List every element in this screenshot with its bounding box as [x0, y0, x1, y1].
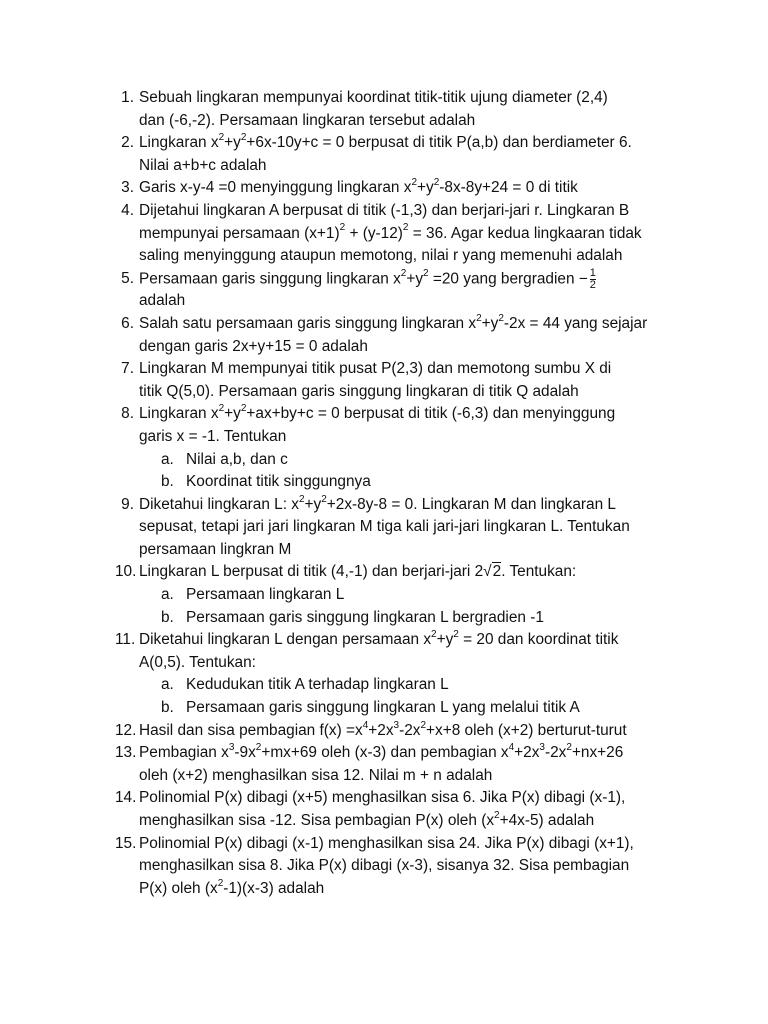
subitem-line [0, 584, 768, 607]
problem-item [0, 403, 768, 493]
problem-text [139, 561, 576, 584]
problem-number: 13. [115, 744, 137, 762]
sqrt-radicand: 2 [492, 563, 502, 581]
subitem-letter: b. [161, 608, 174, 626]
subitem-letter: b. [161, 473, 174, 491]
problem-number: 14. [115, 789, 137, 807]
text-run: +y [417, 179, 434, 197]
superscript: 3 [393, 719, 400, 731]
problem-line [0, 833, 768, 856]
text-run: Nilai a+b+c adalah [139, 156, 267, 174]
problem-text [139, 855, 629, 878]
text-run: +y [224, 134, 241, 152]
problem-item [0, 720, 768, 743]
subitem-letter: a. [161, 676, 174, 694]
problem-list [0, 87, 768, 900]
problem-line [0, 268, 768, 291]
text-run: +4x-5) adalah [499, 812, 595, 829]
subitem-line [0, 449, 768, 472]
problem-item [0, 200, 768, 268]
text-run: Pembagian x [139, 744, 229, 762]
text-run: mempunyai persamaan (x+1) [139, 224, 340, 242]
problem-text [139, 787, 625, 810]
problem-line [0, 313, 768, 336]
superscript: 2 [498, 312, 504, 324]
text-run: menghasilkan sisa 8. Jika P(x) dibagi (x-3), sisanya 32. Sisa pembagian [139, 857, 630, 875]
superscript: 2 [476, 312, 482, 324]
problem-item [0, 268, 768, 313]
problem-text [139, 742, 623, 765]
text-run: -2x = 44 yang sejajar [503, 314, 648, 332]
problem-text [139, 833, 634, 856]
problem-line [0, 87, 768, 110]
problem-line [0, 381, 768, 404]
problem-number: 2. [121, 134, 134, 152]
problem-text [139, 336, 368, 359]
problem-item [0, 132, 768, 177]
subitem-text: Persamaan lingkaran L [186, 586, 345, 604]
problem-line [0, 223, 768, 246]
text-run: Sebuah lingkaran mempunyai koordinat titik-titik ujung diameter (2,4) [139, 89, 608, 106]
superscript: 2 [298, 493, 305, 505]
text-run: dengan garis 2x+y+15 = 0 adalah [139, 337, 368, 355]
problem-text [139, 110, 475, 133]
text-run: persamaan lingkran M [139, 540, 292, 558]
problem-number: 10. [115, 563, 137, 581]
text-run: oleh (x+2) menghasilkan sisa 12. Nilai m + n adalah [139, 766, 493, 784]
subitem-letter: b. [161, 699, 174, 717]
problem-item [0, 742, 768, 787]
problem-item [0, 313, 768, 358]
problem-text [139, 381, 579, 404]
fraction [590, 268, 596, 291]
subitem-text: Kedudukan titik A terhadap lingkaran L [186, 676, 449, 694]
problem-line [0, 403, 768, 426]
problem-number: 7. [121, 360, 134, 378]
problem-item [0, 177, 768, 200]
problem-number: 9. [121, 495, 134, 513]
problem-line [0, 539, 768, 562]
superscript: 2 [240, 403, 247, 415]
text-run: +y [406, 270, 424, 288]
superscript: 2 [339, 222, 346, 234]
problem-number: 5. [121, 269, 134, 287]
problem-line [0, 358, 768, 381]
text-run: saling menyinggung ataupun memotong, nilai r yang memenuhi adalah [139, 247, 623, 265]
text-run: Polinomial P(x) dibagi (x-1) menghasilkan sisa 24. Jika P(x) dibagi (x+1), [139, 834, 634, 852]
superscript: 4 [362, 719, 369, 731]
text-run: Lingkaran x [139, 405, 219, 423]
text-run: =20 yang bergradien − [428, 270, 588, 288]
subitem-line [0, 471, 768, 494]
text-run: +6x-10y+c = 0 berpusat di titik P(a,b) dan berdiameter 6. [246, 134, 632, 152]
text-run: +y [224, 405, 241, 423]
superscript: 2 [218, 403, 225, 415]
subitem-line [0, 674, 768, 697]
text-run: +2x [368, 721, 394, 739]
superscript: 2 [218, 132, 225, 144]
text-run: titik Q(5,0). Persamaan garis singgung lingkaran di titik Q adalah [139, 382, 579, 400]
superscript: 2 [423, 268, 429, 280]
problem-item [0, 787, 768, 832]
problem-line [0, 652, 768, 675]
text-run: -8x-8y+24 = 0 di titik [439, 179, 578, 197]
text-run: -2x [399, 721, 421, 739]
superscript: 2 [433, 177, 440, 189]
subitem-letter: a. [161, 450, 174, 468]
text-run: A(0,5). Tentukan: [139, 653, 256, 671]
fraction-numerator: 1 [589, 266, 596, 279]
superscript: 2 [402, 222, 409, 234]
text-run: garis x = -1. Tentukan [139, 427, 287, 445]
problem-number: 12. [115, 721, 137, 739]
problem-text [139, 268, 596, 291]
problem-line [0, 720, 768, 743]
superscript: 2 [217, 877, 224, 889]
superscript: 2 [400, 268, 407, 280]
subitem-text: Persamaan garis singgung lingkaran L yang melalui titik A [186, 699, 580, 717]
problem-text [139, 313, 647, 336]
problem-text [139, 245, 622, 268]
problem-text [139, 155, 267, 178]
text-run: + (y-12) [345, 224, 403, 242]
problem-line [0, 787, 768, 810]
subitem-text: Nilai a,b, dan c [186, 450, 288, 468]
text-run: +x+8 oleh (x+2) berturut-turut [426, 721, 627, 739]
problem-item [0, 561, 768, 629]
problem-text [139, 810, 594, 833]
problem-line [0, 561, 768, 584]
problem-text [139, 765, 492, 788]
problem-text [139, 720, 627, 743]
problem-line [0, 878, 768, 901]
problem-line [0, 245, 768, 268]
problem-number: 11. [115, 631, 136, 649]
text-run: Diketahui lingkaran L dengan persamaan x [139, 631, 432, 649]
superscript: 2 [255, 742, 262, 754]
text-run: Lingkaran L berpusat di titik (4,-1) dan berjari-jari 2√ [139, 563, 492, 581]
problem-text [139, 223, 642, 246]
problem-line [0, 110, 768, 133]
text-run: +nx+26 [571, 744, 624, 762]
problem-line [0, 177, 768, 200]
text-run: +y [481, 314, 499, 332]
text-run: P(x) oleh (x [139, 879, 218, 897]
problem-line [0, 855, 768, 878]
problem-line [0, 810, 768, 833]
text-run: +2x-8y-8 = 0. Lingkaran M dan lingkaran L [326, 495, 616, 513]
problem-text [139, 290, 185, 313]
problem-text [139, 652, 256, 675]
subitem-text: Persamaan garis singgung lingkaran L bergradien -1 [186, 608, 544, 626]
problem-line [0, 200, 768, 223]
text-run: Diketahui lingkaran L: x [139, 495, 299, 513]
problem-text [139, 200, 629, 223]
problem-number: 3. [121, 179, 134, 197]
superscript: 2 [494, 809, 500, 821]
problem-text [139, 878, 324, 901]
problem-item [0, 629, 768, 719]
superscript: 3 [539, 742, 545, 754]
problem-line [0, 765, 768, 788]
problem-text [139, 516, 630, 539]
superscript: 2 [321, 493, 327, 505]
problem-line [0, 494, 768, 517]
text-run: +2x [514, 744, 540, 762]
problem-text [139, 629, 618, 652]
superscript: 2 [411, 177, 418, 189]
problem-text [139, 494, 616, 517]
text-run: +ax+by+c = 0 berpusat di titik (-6,3) dan menyinggung [246, 405, 616, 423]
problem-number: 8. [121, 405, 134, 423]
text-run: Dijetahui lingkaran A berpusat di titik (-1,3) dan berjari-jari r. Lingkaran B [139, 201, 630, 219]
problem-number: 1. [121, 89, 134, 106]
problem-number: 6. [121, 314, 134, 332]
problem-line [0, 426, 768, 449]
problem-line [0, 290, 768, 313]
text-run: Polinomial P(x) dibagi (x+5) menghasilkan sisa 6. Jika P(x) dibagi (x-1), [139, 789, 626, 807]
text-run: Lingkaran M mempunyai titik pusat P(2,3) dan memotong sumbu X di [139, 360, 612, 378]
text-run: Lingkaran x [139, 134, 219, 152]
superscript: 2 [431, 629, 437, 641]
subitem-line [0, 607, 768, 630]
problem-item [0, 494, 768, 562]
text-run: -2x [544, 744, 567, 762]
problem-text [139, 87, 608, 110]
problem-line [0, 132, 768, 155]
problem-text [139, 358, 611, 381]
superscript: 2 [453, 629, 459, 641]
problem-line [0, 155, 768, 178]
subitem-text: Koordinat titik singgungnya [186, 473, 371, 491]
problem-text [139, 539, 291, 562]
superscript: 2 [240, 132, 247, 144]
text-run: Garis x-y-4 =0 menyinggung lingkaran x [139, 179, 412, 197]
subitem-letter: a. [161, 586, 174, 604]
problem-text [139, 403, 615, 426]
problem-number: 15. [115, 834, 137, 852]
text-run: +y [436, 631, 454, 649]
problem-line [0, 516, 768, 539]
problem-text [139, 132, 632, 155]
text-run: . Tentukan: [501, 563, 577, 581]
text-run: -9x [234, 744, 256, 762]
problem-number: 4. [121, 201, 134, 219]
superscript: 4 [508, 742, 515, 754]
problem-item [0, 833, 768, 901]
text-run: Salah satu persamaan garis singgung lingkaran x [139, 314, 477, 332]
problem-item [0, 358, 768, 403]
problem-text [139, 426, 286, 449]
problem-line [0, 629, 768, 652]
superscript: 2 [420, 719, 427, 731]
text-run: adalah [139, 292, 186, 310]
subitem-line [0, 697, 768, 720]
text-run: +mx+69 oleh (x-3) dan pembagian x [261, 744, 509, 762]
text-run: +y [304, 495, 322, 513]
superscript: 3 [228, 742, 235, 754]
text-run: = 20 dan koordinat titik [458, 631, 619, 649]
problem-item [0, 87, 768, 132]
superscript: 2 [566, 742, 572, 754]
problem-line [0, 742, 768, 765]
text-run: dan (-6,-2). Persamaan lingkaran tersebut adalah [139, 111, 476, 129]
text-run: sepusat, tetapi jari jari lingkaran M tiga kali jari-jari lingkaran L. Tentukan [139, 518, 630, 536]
text-run: Hasil dan sisa pembagian f(x) =x [139, 721, 363, 739]
problem-line [0, 336, 768, 359]
text-run: menghasilkan sisa -12. Sisa pembagian P(x) oleh (x [139, 812, 495, 829]
text-run: -1)(x-3) adalah [223, 879, 325, 897]
text-run: Persamaan garis singgung lingkaran x [139, 270, 401, 288]
problem-text [139, 177, 578, 200]
text-run: = 36. Agar kedua lingkaaran tidak [408, 224, 642, 242]
fraction-denominator: 2 [589, 278, 596, 291]
